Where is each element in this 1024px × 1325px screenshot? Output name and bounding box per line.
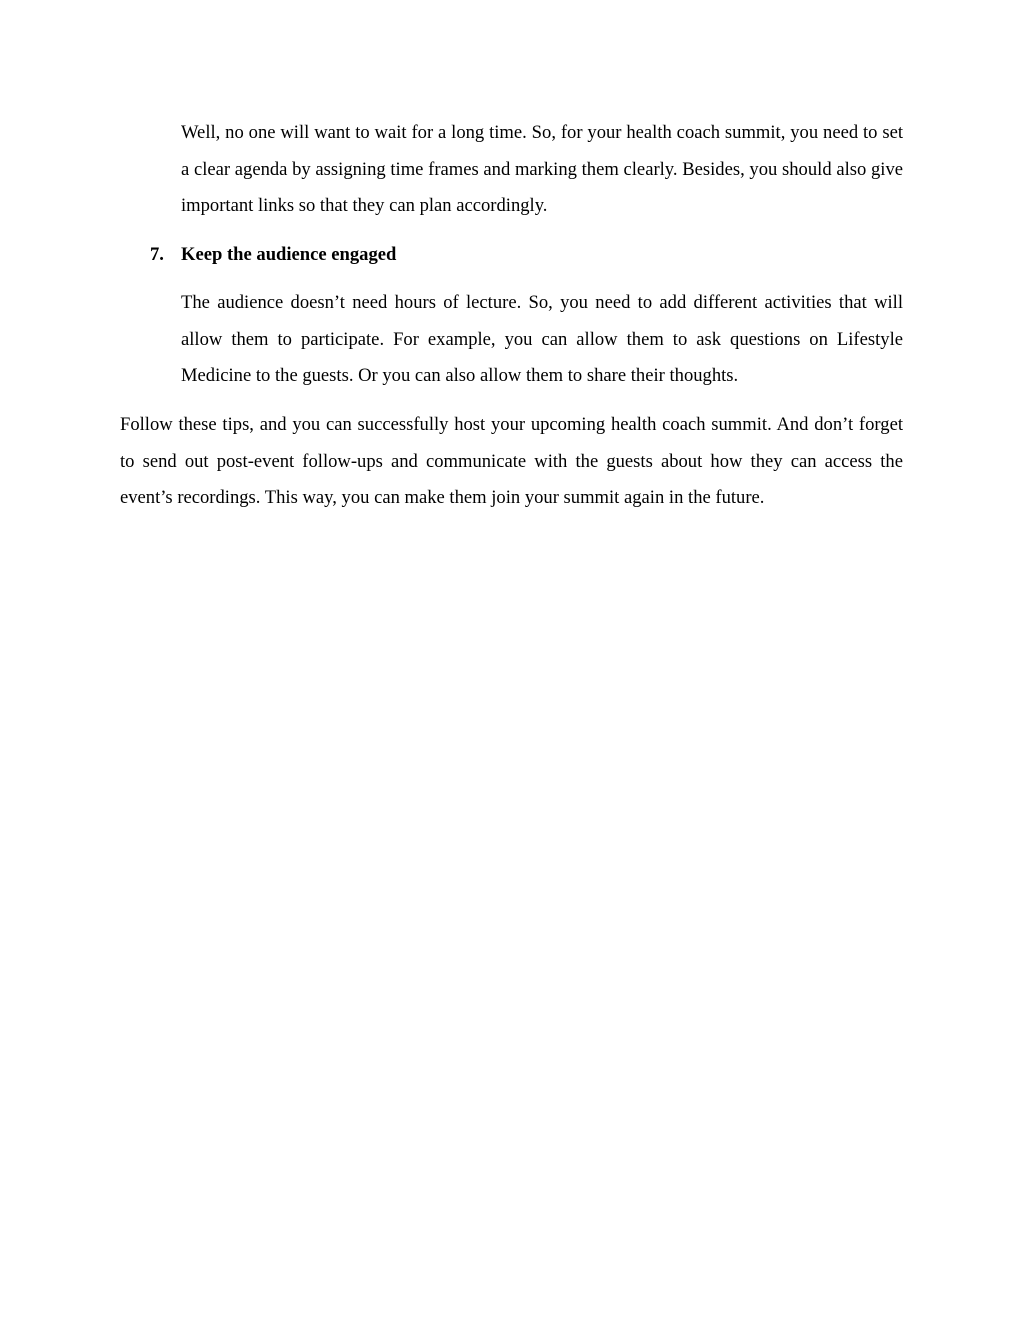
section-heading — [150, 237, 396, 274]
body-paragraph-conclusion: Follow these tips, and you can successfully host your upcoming health coach summit. And don’t forget to send out post-event follow-ups and communicate with the guests about how they can access the event’s recordings. This way, you can make them join your summit again in the future. — [120, 414, 903, 508]
body-paragraph-engagement: The audience doesn’t need hours of lecture. So, you need to add different activities that will allow them to participate. For example, you can allow them to ask questions on Lifestyle Medicine to the guests. Or you can also allow them to share their thoughts. — [181, 292, 903, 386]
heading-text: Keep the audience engaged — [181, 244, 397, 265]
list-number: 7. — [150, 244, 164, 265]
body-paragraph-agenda: Well, no one will want to wait for a long time. So, for your health coach summit, you need to set a clear agenda by assigning time frames and marking them clearly. Besides, you should also give important links so that they can plan accordingly. — [181, 122, 903, 216]
